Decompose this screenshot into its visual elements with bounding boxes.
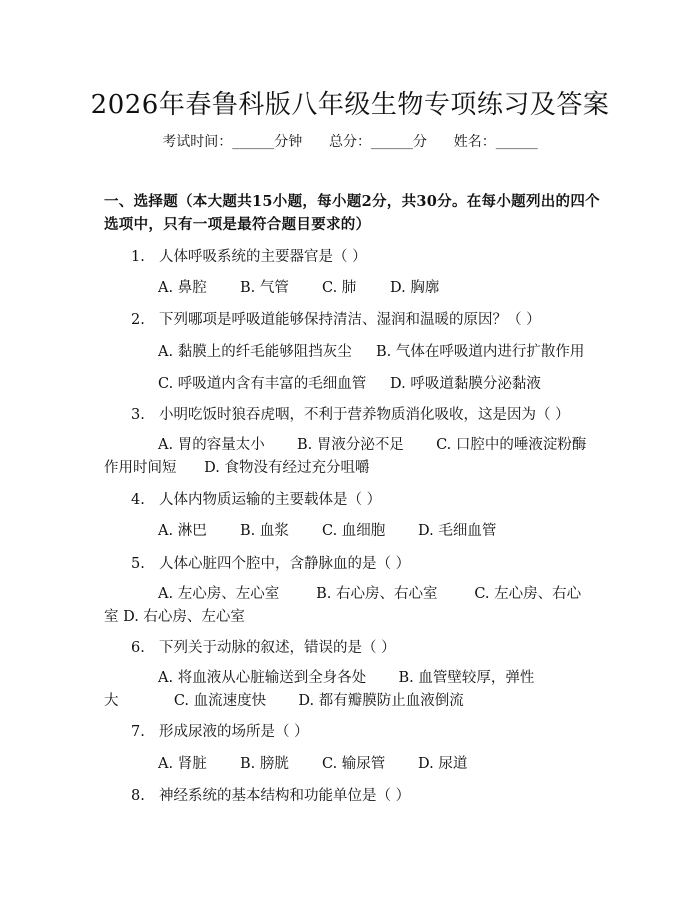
option-a: A. 左心房、左心室 — [158, 586, 280, 602]
options-wrap — [104, 434, 590, 480]
question-1 — [131, 245, 367, 266]
question-number: 4. — [131, 492, 145, 508]
option-b: B. 膀胱 — [240, 756, 289, 772]
option-a: A. 肾脏 — [158, 756, 207, 772]
question-number: 6. — [131, 640, 145, 656]
option-b: B. 气体在呼吸道内进行扩散作用 — [376, 344, 585, 360]
option-d: D. 呼吸道黏膜分泌黏液 — [390, 376, 541, 392]
question-text: 下列哪项是呼吸道能够保持清洁、湿润和温暖的原因？（ ） — [159, 312, 541, 328]
option-c: C. 左心房、右心室 — [104, 586, 582, 625]
option-c: C. 呼吸道内含有丰富的毛细血管 — [158, 376, 367, 392]
option-b: B. 气管 — [240, 280, 289, 296]
question-text: 形成尿液的场所是（ ） — [159, 724, 309, 740]
option-c: C. 血流速度快 — [173, 693, 267, 709]
question-6 — [131, 636, 396, 657]
question-number: 5. — [131, 556, 145, 572]
option-d: D. 毛细血管 — [418, 523, 497, 539]
question-number: 1. — [131, 249, 145, 265]
option-b: B. 血浆 — [240, 523, 289, 539]
option-a: A. 黏膜上的纤毛能够阻挡灰尘 — [158, 344, 352, 360]
option-b: B. 胃液分泌不足 — [296, 437, 404, 453]
exam-info: 考试时间：______分钟 总分：______分 姓名：______ — [162, 134, 538, 150]
question-5 — [131, 552, 410, 573]
options-wrap — [104, 583, 590, 629]
option-c: C. 肺 — [322, 280, 357, 296]
section-heading: 一、选择题（本大题共15小题，每小题2分，共30分。在每小题列出的四个选项中，只有一项是最符合题目要求的） — [104, 193, 600, 233]
option-a: A. 将血液从心脏输送到全身各处 — [158, 670, 367, 686]
option-a: A. 胃的容量太小 — [158, 437, 265, 453]
option-c: C. 血细胞 — [322, 523, 386, 539]
options-wrap — [104, 667, 590, 713]
page-title: 2026年春鲁科版八年级生物专项练习及答案 — [90, 90, 610, 120]
option-d: D. 尿道 — [418, 756, 468, 772]
question-8 — [131, 784, 410, 805]
question-number: 3. — [131, 407, 145, 423]
question-text: 下列关于动脉的叙述，错误的是（ ） — [159, 640, 396, 656]
option-b: B. 右心房、右心室 — [316, 586, 438, 602]
question-number: 7. — [131, 724, 145, 740]
question-number: 2. — [131, 312, 145, 328]
option-d: D. 食物没有经过充分咀嚼 — [204, 460, 370, 476]
question-3 — [131, 403, 570, 424]
option-c: C. 口腔中的唾液淀粉酶作用时间短 — [104, 437, 587, 476]
question-7 — [131, 720, 309, 741]
question-text: 人体呼吸系统的主要器官是（ ） — [159, 249, 367, 265]
question-text: 人体内物质运输的主要载体是（ ） — [159, 492, 382, 508]
option-d: D. 右心房、左心室 — [123, 609, 245, 625]
question-text: 小明吃饭时狼吞虎咽，不利于营养物质消化吸收，这是因为（ ） — [159, 407, 570, 423]
option-d: D. 胸廓 — [390, 280, 440, 296]
question-text: 人体心脏四个腔中，含静脉血的是（ ） — [159, 556, 411, 572]
option-b: B. 血管壁较厚，弹性大 — [104, 670, 535, 709]
option-a: A. 淋巴 — [158, 523, 207, 539]
option-c: C. 输尿管 — [322, 756, 386, 772]
question-text: 神经系统的基本结构和功能单位是（ ） — [159, 788, 411, 804]
option-d: D. 都有瓣膜防止血液倒流 — [298, 693, 464, 709]
question-4 — [131, 488, 381, 509]
question-number: 8. — [131, 788, 145, 804]
question-2 — [131, 308, 541, 329]
option-a: A. 鼻腔 — [158, 280, 207, 296]
